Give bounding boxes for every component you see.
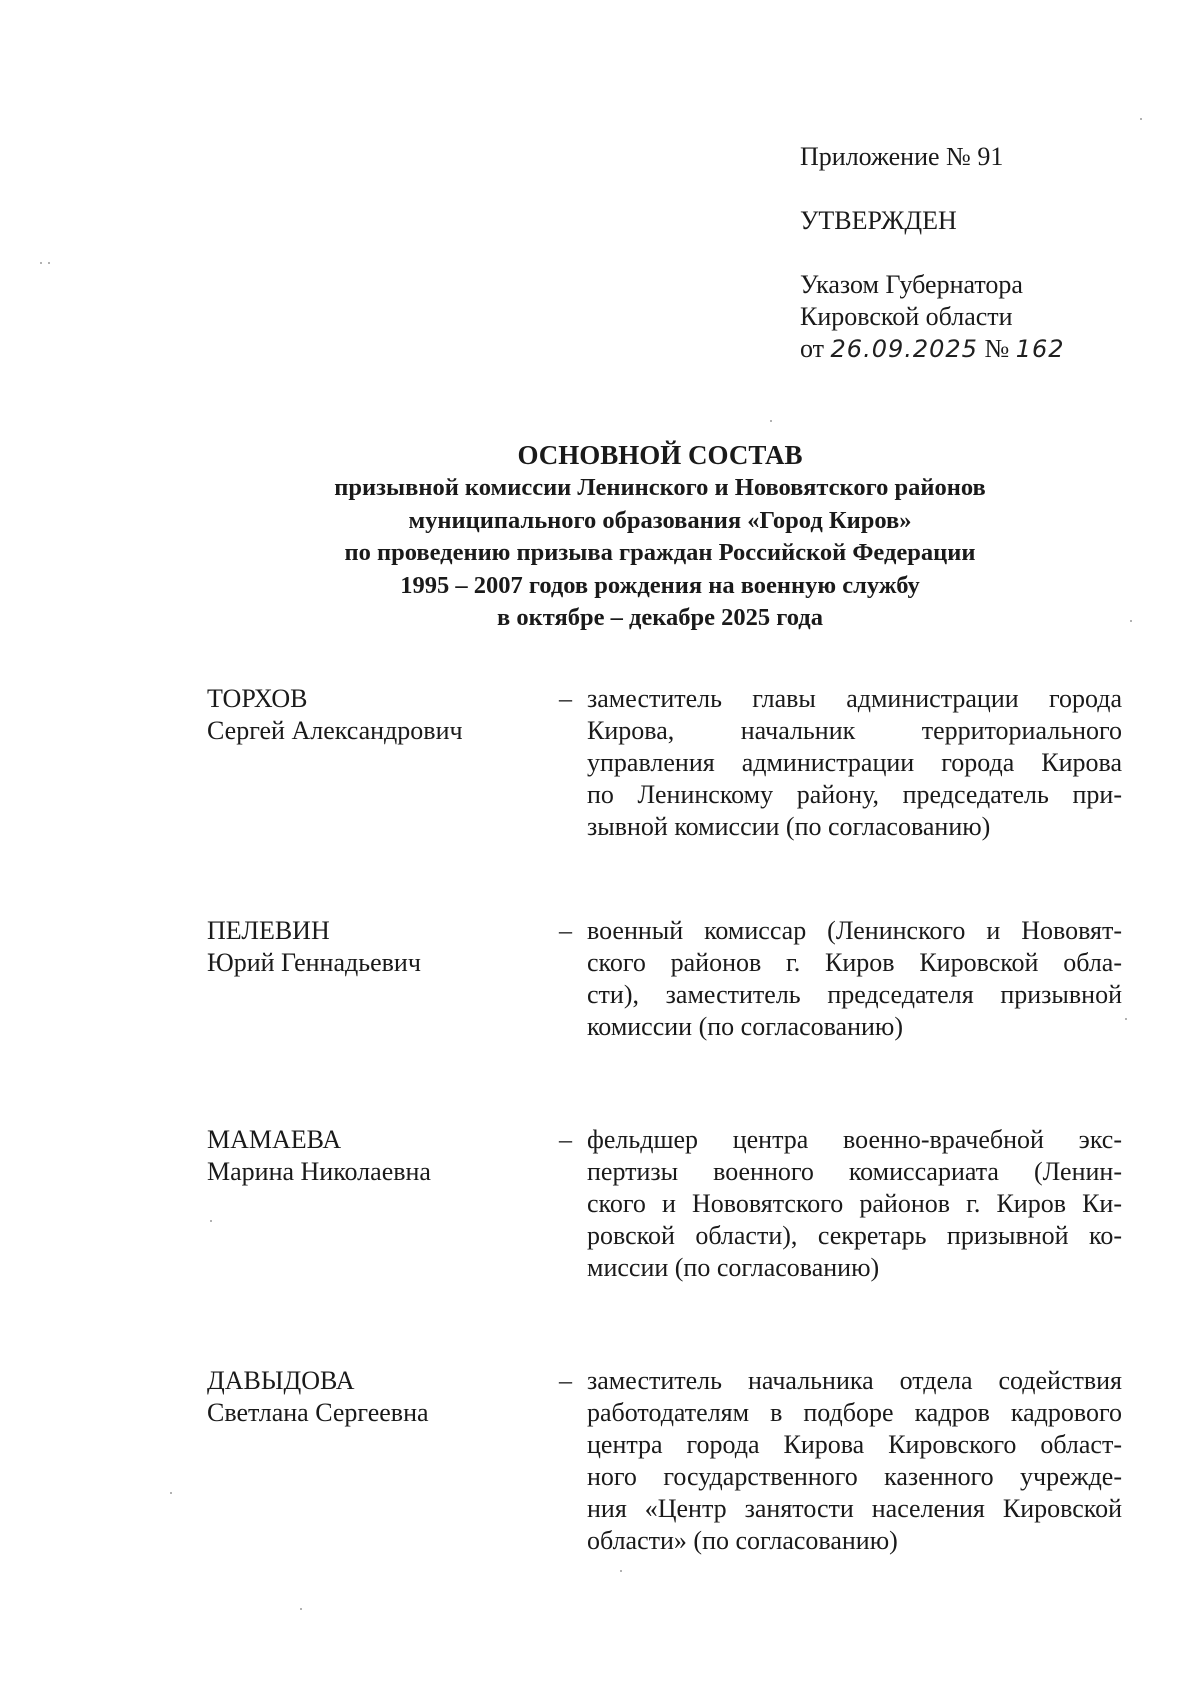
member-name — [207, 1365, 547, 1429]
position-line: комиссии (по согласованию) — [587, 1012, 903, 1041]
position-line: миссии (по согласованию) — [587, 1253, 880, 1282]
title-line: призывной комиссии Ленинского и Нововятского районов — [334, 474, 986, 501]
member-name — [207, 1124, 547, 1188]
member-given-name: Светлана Сергеевна — [207, 1398, 429, 1427]
member-position — [587, 1124, 1122, 1284]
date-prefix: от — [800, 334, 825, 363]
member-given-name: Юрий Геннадьевич — [207, 948, 421, 977]
title-main: ОСНОВНОЙ СОСТАВ — [517, 440, 803, 470]
member-name — [207, 683, 547, 747]
scan-speck — [170, 1492, 172, 1494]
position-line: ния «Центр занятости населения Кировской — [587, 1494, 1122, 1523]
scan-speck — [1140, 118, 1142, 120]
commission-members-list — [207, 683, 1122, 1557]
scan-speck — [620, 1570, 622, 1572]
position-line: ского районов г. Киров Кировской обла- — [587, 948, 1122, 977]
member-entry — [207, 1124, 1122, 1284]
member-surname: ДАВЫДОВА — [207, 1366, 355, 1395]
member-entry — [207, 915, 1122, 1043]
position-line: ного государственного казенного учрежде- — [587, 1462, 1122, 1491]
member-position — [587, 683, 1122, 843]
position-line: работодателям в подборе кадров кадрового — [587, 1398, 1122, 1427]
approved-label: УТВЕРЖДЕН — [800, 206, 957, 235]
title-line: по проведению призыва граждан Российской Федерации — [344, 539, 976, 566]
member-given-name: Марина Николаевна — [207, 1157, 431, 1186]
position-line: ского и Нововятского районов г. Киров Ки- — [587, 1189, 1122, 1218]
title-line: 1995 – 2007 годов рождения на военную службу — [400, 571, 920, 599]
member-position — [587, 915, 1122, 1043]
scan-speck — [770, 420, 772, 422]
member-dash: – — [559, 1366, 572, 1395]
title-line: в октябре – декабре 2025 года — [497, 604, 823, 631]
member-surname: ТОРХОВ — [207, 684, 308, 713]
handwritten-number: 162 — [1015, 335, 1065, 363]
scan-speck — [40, 262, 42, 264]
position-line: военный комиссар (Ленинского и Нововят- — [587, 916, 1122, 945]
title-line: муниципального образования «Город Киров» — [408, 506, 912, 534]
position-line: заместитель начальника отдела содействия — [587, 1366, 1122, 1395]
scan-speck — [48, 262, 50, 264]
member-name — [207, 915, 547, 979]
decree-line-1: Указом Губернатора — [800, 270, 1023, 299]
scan-speck — [210, 1220, 212, 1222]
position-line: области» (по согласованию) — [587, 1526, 898, 1555]
member-entry — [207, 683, 1122, 843]
position-line: Кирова, начальник территориального — [587, 716, 1122, 745]
decree-date-line — [800, 333, 1180, 365]
member-dash: – — [559, 684, 572, 713]
position-line: зывной комиссии (по согласованию) — [587, 812, 991, 841]
position-line: ровской области), секретарь призывной ко- — [587, 1221, 1122, 1250]
position-line: сти), заместитель председателя призывной — [587, 980, 1122, 1009]
member-given-name: Сергей Александрович — [207, 716, 463, 745]
appendix-number: Приложение № 91 — [800, 142, 1004, 171]
position-line: центра города Кирова Кировского област- — [587, 1430, 1122, 1459]
member-surname: МАМАЕВА — [207, 1125, 342, 1154]
position-line: фельдшер центра военно-врачебной экс- — [587, 1125, 1122, 1154]
member-entry — [207, 1365, 1122, 1557]
position-line: заместитель главы администрации города — [587, 684, 1122, 713]
approval-stamp-block — [800, 141, 1180, 365]
decree-line-2: Кировской области — [800, 302, 1013, 331]
member-surname: ПЕЛЕВИН — [207, 916, 330, 945]
position-line: по Ленинскому району, председатель при- — [587, 780, 1122, 809]
number-sign: № — [984, 334, 1010, 363]
position-line: пертизы военного комиссариата (Ленин- — [587, 1157, 1122, 1186]
handwritten-date: 26.09.2025 — [830, 335, 978, 363]
position-line: управления администрации города Кирова — [587, 748, 1122, 777]
scan-speck — [1130, 620, 1132, 622]
member-dash: – — [559, 916, 572, 945]
member-position — [587, 1365, 1122, 1557]
document-title — [200, 438, 1120, 635]
scan-speck — [300, 1608, 302, 1610]
scan-speck — [1125, 1018, 1127, 1020]
member-dash: – — [559, 1125, 572, 1154]
